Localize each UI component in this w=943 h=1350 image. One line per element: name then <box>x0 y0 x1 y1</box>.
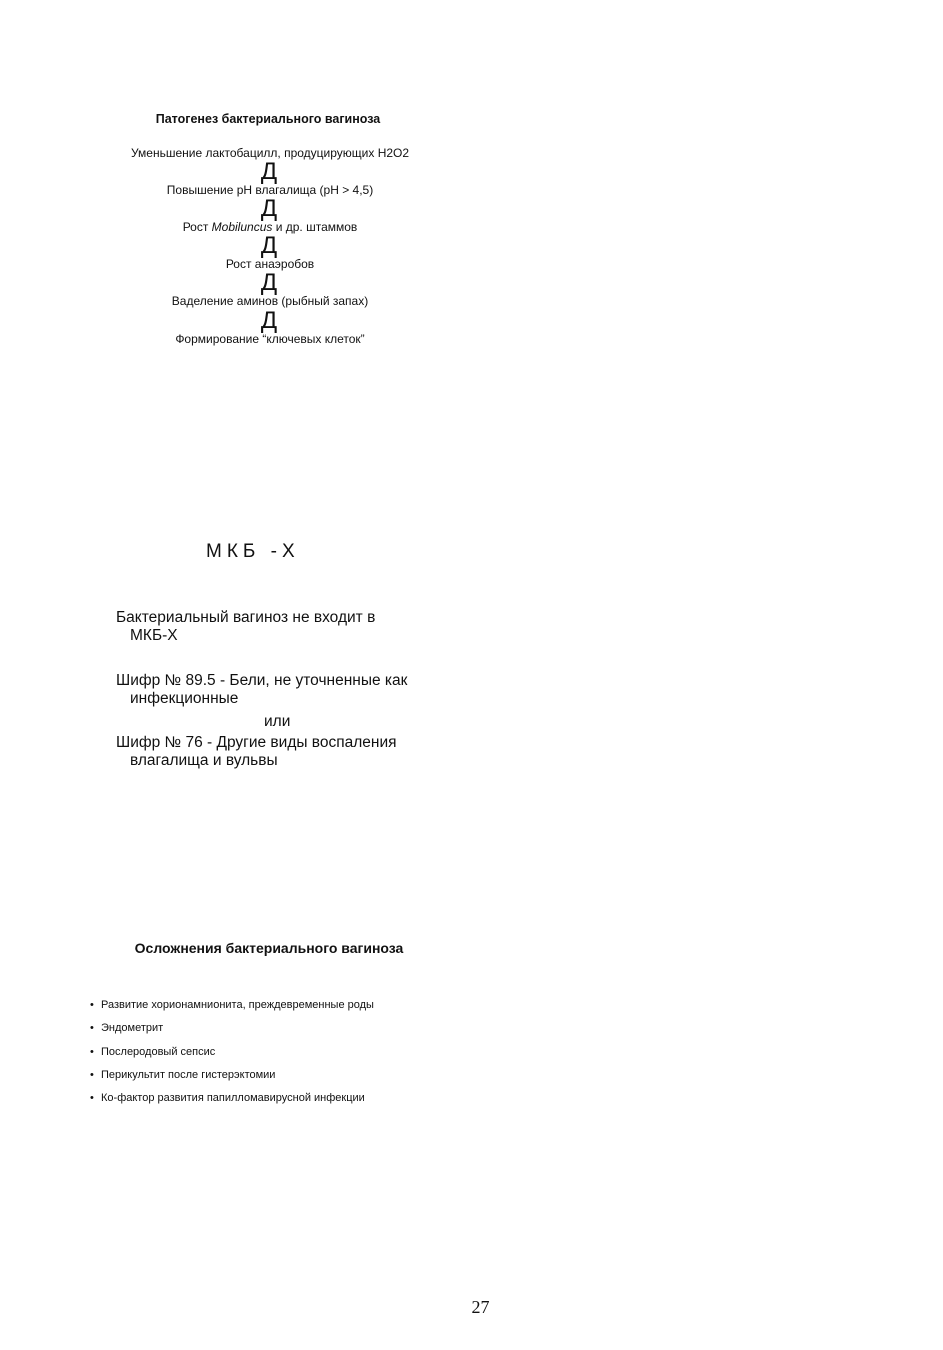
icd-p3-line2: влагалища и вульвы <box>130 752 278 769</box>
flow-step-2: Повышение рН влагалища (рН > 4,5) <box>166 183 374 197</box>
list-item <box>90 1044 374 1067</box>
complications-list <box>90 997 374 1113</box>
flow-arrow-3: Д <box>260 232 278 259</box>
icd-p1-line2: МКБ-Х <box>130 627 178 644</box>
list-item <box>90 1067 374 1090</box>
list-item-text: Эндометрит <box>101 1022 164 1035</box>
flow-step-5: Ваделение аминов (рыбный запах) <box>171 294 369 308</box>
flow-step-4: Рост анаэробов <box>225 257 315 271</box>
list-item-text: Ко-фактор развития папилломавирусной инфекции <box>101 1092 365 1105</box>
flow-arrow-1: Д <box>260 158 278 185</box>
icd-p3-line1: Шифр № 76 - Другие виды воспаления <box>116 734 397 751</box>
flow-arrow-2: Д <box>260 195 278 222</box>
icd-p2-line1: Шифр № 89.5 - Бели, не уточненные как <box>116 672 408 689</box>
bullet-icon: • <box>90 1092 94 1105</box>
list-item-text: Перикультит после гистерэктомии <box>101 1068 276 1081</box>
icd-paragraph-1 <box>116 609 375 645</box>
flow-step-1: Уменьшение лактобацилл, продуцирующих Н2О2 <box>130 146 410 160</box>
icd-p1-line1: Бактериальный вагиноз не входит в <box>116 609 376 626</box>
list-item <box>90 1090 374 1113</box>
list-item-text: Развитие хорионамнионита, преждевременные роды <box>101 999 374 1011</box>
page-number: 27 <box>471 1297 490 1317</box>
flow-arrow-4: Д <box>260 269 278 296</box>
flow-step-3-genus: Mobiluncus <box>211 220 273 234</box>
flow-step-6: Формирование “ключевых клеток” <box>175 332 365 346</box>
list-item <box>90 1020 374 1043</box>
flow-arrow-5: Д <box>260 307 278 334</box>
complications-title: Осложнения бактериального вагиноза <box>134 940 404 956</box>
icd-paragraph-2 <box>116 672 407 708</box>
list-item <box>90 997 374 1020</box>
icd-title: МКБ -Х <box>206 541 300 562</box>
icd-paragraph-3 <box>116 734 397 770</box>
flow-step-3-suffix: и др. штаммов <box>272 220 358 234</box>
flow-step-3-prefix: Рост <box>182 220 212 234</box>
icd-p2-line2: инфекционные <box>130 690 239 707</box>
list-item-text: Послеродовый сепсис <box>101 1045 216 1058</box>
pathogenesis-title: Патогенез бактериального вагиноза <box>155 112 381 126</box>
bullet-icon: • <box>90 1022 94 1035</box>
icd-or: или <box>264 713 291 730</box>
bullet-icon: • <box>90 999 94 1011</box>
bullet-icon: • <box>90 1045 94 1058</box>
bullet-icon: • <box>90 1068 94 1081</box>
